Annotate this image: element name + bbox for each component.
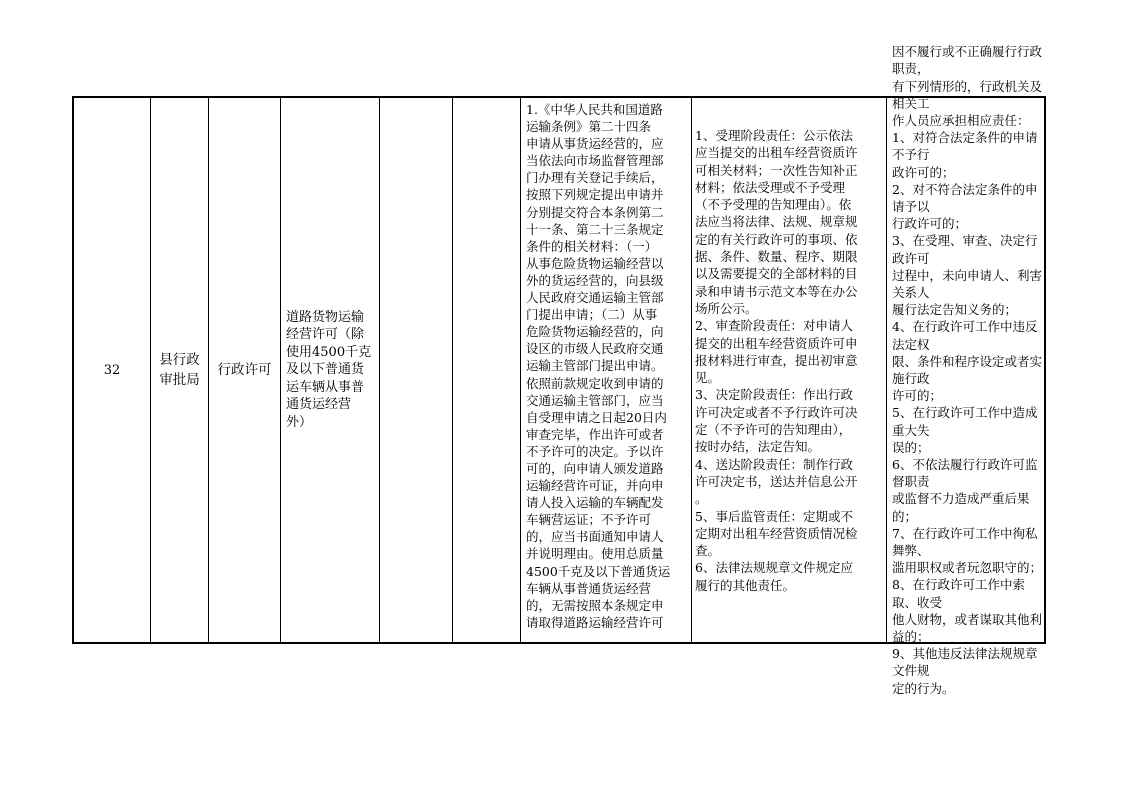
accountability-text: 因不履行或不正确履行行政职责， 有下列情形的，行政机关及相关工 作人员应承担相应责任： 1、对符合法定条件的申请不予行 政许可的； 2、对不符合法定条件的申请予以 行政许可的； 3、在受理、审查、决定行政许可 过程中，未向申请人、利害关系人 履行法定告知义务的； 4、在行政许可工作中违反法定权 限、条件和程序设定或者实施行政 许可的； 5、在行政许可工作中造成重大失 误的； 6、不依法履行行政许可监督职责 或监督不力造成严重后果的； 7、在行政许可工作中徇私舞弊、 滥用职权或者玩忽职守的； 8、在行政许可工作中索取、收受 他人财物，或者谋取其他利益的； 9、其他违反法律法规规章文件规 定的行为。 [892, 44, 1043, 696]
responsibilities-cell [691, 98, 886, 642]
department-text: 县行政 审批局 [159, 352, 200, 388]
row-number: 32 [103, 362, 121, 378]
row-number-cell [74, 98, 150, 642]
category-cell [208, 98, 280, 642]
legal-basis-text: 1.《中华人民共和国道路 运输条例》第二十四条 申请从事货运经营的，应 当依法向市场监督管理部 门办理有关登记手续后， 按照下列规定提出申请并 分别提交符合本条例第二 十一条、第二十三条规定 条件的相关材料：（一） 从事危险货物运输经营以 外的货运经营的，向县级 人民政府交通运输主管部 门提出申请；（二）从事 危险货物运输经营的，向 设区的市级人民政府交通 运输主管部门提出申请。 依照前款规定收到申请的 交通运输主管部门，应当 自受理申请之日起20日内 审查完毕，作出许可或者 不予许可的决定。予以许 可的，向申请人颁发道路 运输经营许可证，并向申 请人投入运输的车辆配发 车辆营运证；不予许可 的，应当书面通知申请人 并说明理由。使用总质量 4500千克及以下普通货运 车辆从事普通货运经营 的，无需按照本条规定申 请取得道路运输经营许可 [526, 102, 671, 630]
blank-cell [452, 98, 520, 642]
department-cell [150, 98, 208, 642]
responsibilities-text: 1、受理阶段责任：公示依法 应当提交的出租车经营资质许 可相关材料；一次性告知补正 材料；依法受理或不予受理 （不予受理的告知理由）。依 法应当将法律、法规、规章规 定的有关行政许可的事项、依 据、条件、数量、程序、期限 以及需要提交的全部材料的目 录和申请书示范文本等在办公 场所公示。 2、审查阶段责任：对申请人 提交的出租车经营资质许可申 报材料进行审查，提出初审意 见。 3、决定阶段责任：作出行政 许可决定或者不予行政许可决 定（不予许可的告知理由）， 按时办结，法定告知。 4、送达阶段责任：制作行政 许可决定书，送达并信息公开 。 5、事后监管责任：定期或不 定期对出租车经营资质情况检 查。 6、法律法规规章文件规定应 履行的其他责任。 [695, 128, 858, 593]
table-row [72, 44, 1046, 696]
item-name-cell [280, 98, 379, 642]
item-name-text: 道路货物运输 经营许可（除 使用4500千克 及以下普通货 运车辆从事普 通货运经营 外） [286, 309, 372, 430]
sub-item-cell [379, 98, 452, 642]
legal-basis-cell [520, 98, 691, 642]
category-text: 行政许可 [217, 361, 272, 378]
accountability-cell [886, 44, 1046, 696]
